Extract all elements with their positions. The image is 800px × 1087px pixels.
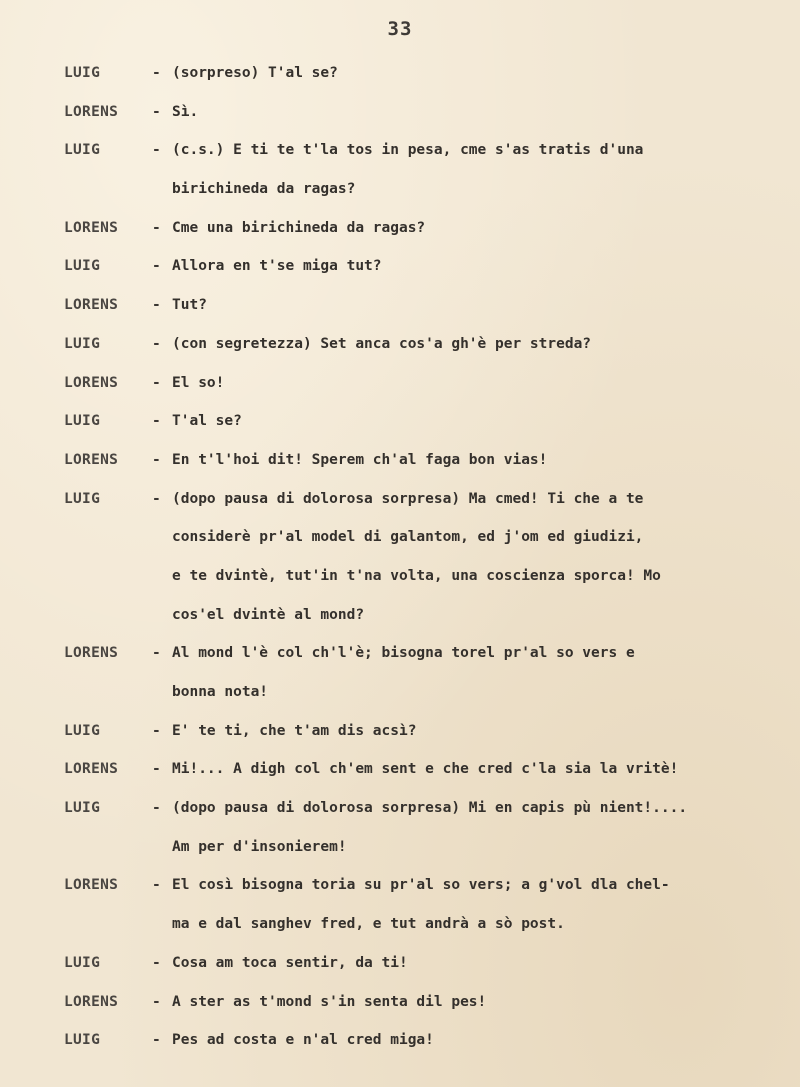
dialogue-continuation-line (0, 828, 800, 867)
speaker-name: LORENS (64, 219, 119, 236)
dialogue-line (0, 480, 800, 519)
dialogue-text: ma e dal sanghev fred, e tut andrà a sò post. (172, 916, 565, 933)
speaker-name: LUIG (64, 413, 101, 430)
speaker-dash: - (152, 374, 161, 391)
speaker-name: LORENS (64, 297, 119, 314)
page-number: 33 (387, 18, 413, 40)
dialogue-line (0, 750, 800, 789)
dialogue-text: (con segretezza) Set anca cos'a gh'è per streda? (172, 335, 592, 352)
speaker-name: LUIG (64, 142, 101, 159)
speaker-name: LUIG (64, 490, 101, 507)
speaker-dash: - (152, 761, 161, 778)
dialogue-line (0, 983, 800, 1022)
dialogue-text: Al mond l'è col ch'l'è; bisogna torel pr'al so vers e (172, 645, 635, 662)
speaker-dash: - (152, 954, 161, 971)
dialogue-continuation-line (0, 905, 800, 944)
dialogue-continuation-line (0, 673, 800, 712)
dialogue-text: El così bisogna toria su pr'al so vers; a g'vol dla chel- (172, 877, 670, 894)
dialogue-text: Allora en t'se miga tut? (172, 258, 382, 275)
dialogue-continuation-line (0, 170, 800, 209)
dialogue-text: (sorpreso) T'al se? (172, 65, 338, 81)
dialogue-line (0, 789, 800, 828)
speaker-dash: - (152, 800, 161, 817)
speaker-dash: - (152, 413, 161, 430)
speaker-dash: - (152, 877, 161, 894)
dialogue-line (0, 712, 800, 751)
speaker-name: LUIG (64, 722, 101, 739)
speaker-name: LORENS (64, 993, 119, 1010)
dialogue-text: bonna nota! (172, 684, 269, 700)
dialogue-continuation-line (0, 557, 800, 596)
dialogue-line (0, 247, 800, 286)
dialogue-line (0, 286, 800, 325)
dialogue-text: cos'el dvintè al mond? (172, 606, 365, 623)
dialogue-text: Cme una birichineda da ragas? (172, 219, 426, 236)
dialogue-line (0, 93, 800, 132)
dialogue-text: T'al se? (172, 413, 242, 430)
dialogue-line (0, 866, 800, 905)
dialogue-continuation-line (0, 518, 800, 557)
dialogue-script (0, 54, 800, 1060)
speaker-name: LORENS (64, 645, 119, 662)
speaker-name: LUIG (64, 65, 101, 81)
dialogue-text: Sì. (172, 103, 199, 120)
dialogue-line (0, 441, 800, 480)
speaker-dash: - (152, 645, 161, 662)
speaker-name: LUIG (64, 954, 101, 971)
dialogue-line (0, 402, 800, 441)
dialogue-text: Tut? (172, 297, 207, 314)
dialogue-text: (c.s.) E ti te t'la tos in pesa, cme s'as tratis d'una (172, 142, 644, 159)
dialogue-continuation-line (0, 596, 800, 635)
dialogue-line (0, 1021, 800, 1060)
speaker-name: LUIG (64, 1032, 101, 1049)
dialogue-text: e te dvintè, tut'in t'na volta, una coscienza sporca! Mo (172, 567, 661, 584)
dialogue-text: considerè pr'al model di galantom, ed j'om ed giudizi, (172, 529, 644, 546)
speaker-name: LUIG (64, 258, 101, 275)
speaker-dash: - (152, 103, 161, 120)
speaker-dash: - (152, 65, 161, 81)
speaker-dash: - (152, 142, 161, 159)
speaker-dash: - (152, 219, 161, 236)
speaker-name: LORENS (64, 374, 119, 391)
speaker-dash: - (152, 335, 161, 352)
dialogue-line (0, 209, 800, 248)
speaker-dash: - (152, 258, 161, 275)
dialogue-line (0, 944, 800, 983)
dialogue-text: El so! (172, 374, 225, 391)
dialogue-line (0, 634, 800, 673)
dialogue-text: birichineda da ragas? (172, 181, 356, 198)
dialogue-text: E' te ti, che t'am dis acsì? (172, 722, 417, 739)
dialogue-line (0, 131, 800, 170)
speaker-dash: - (152, 993, 161, 1010)
dialogue-text: Mi!... A digh col ch'em sent e che cred c'la sia la vritè! (172, 761, 679, 778)
dialogue-line (0, 325, 800, 364)
speaker-name: LORENS (64, 103, 119, 120)
speaker-dash: - (152, 297, 161, 314)
dialogue-text: Pes ad costa e n'al cred miga! (172, 1032, 434, 1049)
speaker-name: LORENS (64, 877, 119, 894)
dialogue-line (0, 54, 800, 93)
speaker-dash: - (152, 490, 161, 507)
dialogue-text: Cosa am toca sentir, da ti! (172, 954, 408, 971)
speaker-dash: - (152, 722, 161, 739)
dialogue-text: Am per d'insonierem! (172, 838, 347, 855)
dialogue-text: (dopo pausa di dolorosa sorpresa) Ma cmed! Ti che a te (172, 490, 644, 507)
speaker-dash: - (152, 1032, 161, 1049)
dialogue-text: (dopo pausa di dolorosa sorpresa) Mi en capis pù nient!.... (172, 800, 688, 817)
speaker-name: LUIG (64, 800, 101, 817)
speaker-name: LUIG (64, 335, 101, 352)
dialogue-text: A ster as t'mond s'in senta dil pes! (172, 993, 487, 1010)
speaker-name: LORENS (64, 451, 119, 468)
dialogue-line (0, 364, 800, 403)
speaker-name: LORENS (64, 761, 119, 778)
speaker-dash: - (152, 451, 161, 468)
dialogue-text: En t'l'hoi dit! Sperem ch'al faga bon vias! (172, 451, 548, 468)
